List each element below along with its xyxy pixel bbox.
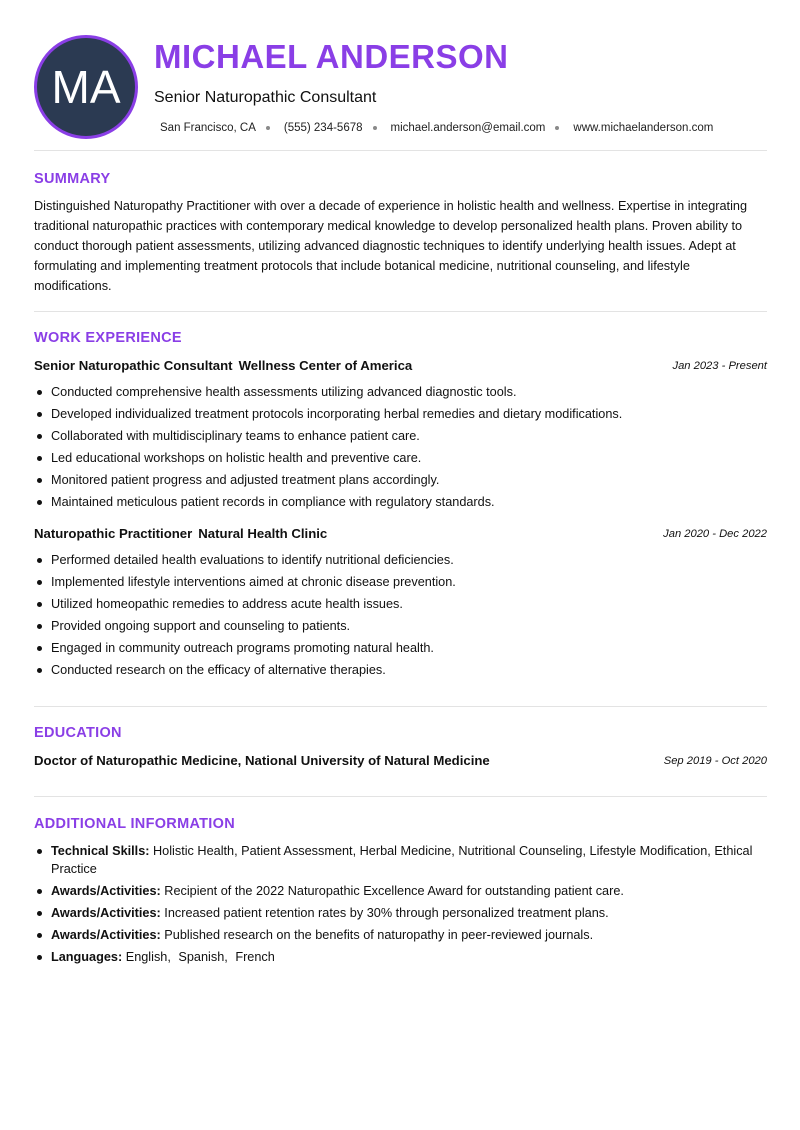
summary-heading: SUMMARY (34, 171, 111, 187)
list-item: Provided ongoing support and counseling to patients. (34, 615, 767, 637)
skills-label: Technical Skills: (51, 844, 150, 858)
award-text: Increased patient retention rates by 30% through personalized treatment plans. (164, 906, 609, 920)
list-item: Conducted research on the efficacy of alternative therapies. (34, 659, 767, 681)
award-label: Awards/Activities: (51, 884, 161, 898)
languages-item (34, 948, 767, 966)
job-company: Wellness Center of America (238, 358, 413, 373)
award-item (34, 882, 767, 900)
job-company: Natural Health Clinic (198, 526, 328, 541)
contact-email[interactable]: michael.anderson@email.com (390, 122, 546, 134)
contact-line (160, 119, 713, 137)
divider (34, 706, 767, 707)
experience-heading: WORK EXPERIENCE (34, 330, 182, 346)
separator-dot (373, 126, 377, 130)
contact-website[interactable]: www.michaelanderson.com (573, 122, 714, 134)
candidate-title: Senior Naturopathic Consultant (154, 89, 377, 106)
list-item: Engaged in community outreach programs promoting natural health. (34, 637, 767, 659)
education-dates: Sep 2019 - Oct 2020 (663, 755, 767, 767)
list-item: Conducted comprehensive health assessments utilizing advanced diagnostic tools. (34, 381, 767, 403)
award-item (34, 904, 767, 922)
summary-text: Distinguished Naturopathy Practitioner with over a decade of experience in holistic health and wellness. Expertise in integrating traditional naturopathic practices with contemporary medical knowledge to develop personalized health plans. Proven ability to conduct thorough patient assessments, utilizing advanced diagnostic techniques to identify underlying health issues. Adept at formulating and implementing treatment protocols that include botanical medicine, nutritional counseling, and lifestyle modifications. (34, 199, 748, 293)
list-item: Maintained meticulous patient records in compliance with regulatory standards. (34, 491, 767, 513)
additional-heading: ADDITIONAL INFORMATION (34, 816, 235, 832)
job-bullets (34, 381, 767, 513)
separator-dot (266, 126, 270, 130)
divider (34, 796, 767, 797)
skills-item (34, 842, 767, 878)
education-degree: Doctor of Naturopathic Medicine, National University of Natural Medicine (34, 753, 490, 768)
education-heading: EDUCATION (34, 725, 122, 741)
award-text: Recipient of the 2022 Naturopathic Excellence Award for outstanding patient care. (164, 884, 624, 898)
job-role: Senior Naturopathic Consultant (34, 358, 233, 373)
list-item: Developed individualized treatment protocols incorporating herbal remedies and dietary modifications. (34, 403, 767, 425)
list-item: Implemented lifestyle interventions aimed at chronic disease prevention. (34, 571, 767, 593)
list-item: Performed detailed health evaluations to identify nutritional deficiencies. (34, 549, 767, 571)
language: English, (125, 950, 171, 964)
divider (34, 150, 767, 151)
list-item: Led educational workshops on holistic health and preventive care. (34, 447, 767, 469)
education-entry (34, 752, 767, 770)
job-bullets (34, 549, 767, 681)
award-label: Awards/Activities: (51, 906, 161, 920)
job-header (34, 525, 767, 543)
avatar (34, 35, 138, 139)
award-item (34, 926, 767, 944)
language: French (235, 950, 275, 964)
divider (34, 311, 767, 312)
job-role: Naturopathic Practitioner (34, 526, 193, 541)
contact-location: San Francisco, CA (160, 122, 256, 134)
languages-label: Languages: (51, 950, 123, 964)
job-dates: Jan 2023 - Present (672, 360, 767, 372)
contact-phone: (555) 234-5678 (283, 122, 363, 134)
job-dates: Jan 2020 - Dec 2022 (663, 528, 767, 540)
additional-list (34, 842, 767, 970)
list-item: Collaborated with multidisciplinary teams to enhance patient care. (34, 425, 767, 447)
list-item: Monitored patient progress and adjusted treatment plans accordingly. (34, 469, 767, 491)
language: Spanish, (178, 950, 228, 964)
award-label: Awards/Activities: (51, 928, 161, 942)
skills-text: Holistic Health, Patient Assessment, Herbal Medicine, Nutritional Counseling, Lifestyle Modification, Ethical Practice (51, 844, 753, 876)
list-item: Utilized homeopathic remedies to address acute health issues. (34, 593, 767, 615)
award-text: Published research on the benefits of naturopathy in peer-reviewed journals. (164, 928, 594, 942)
separator-dot (555, 126, 559, 130)
resume-header (0, 0, 800, 150)
job-header (34, 357, 767, 375)
candidate-name: MICHAEL ANDERSON (154, 38, 509, 75)
avatar-initials: MA (51, 61, 121, 113)
